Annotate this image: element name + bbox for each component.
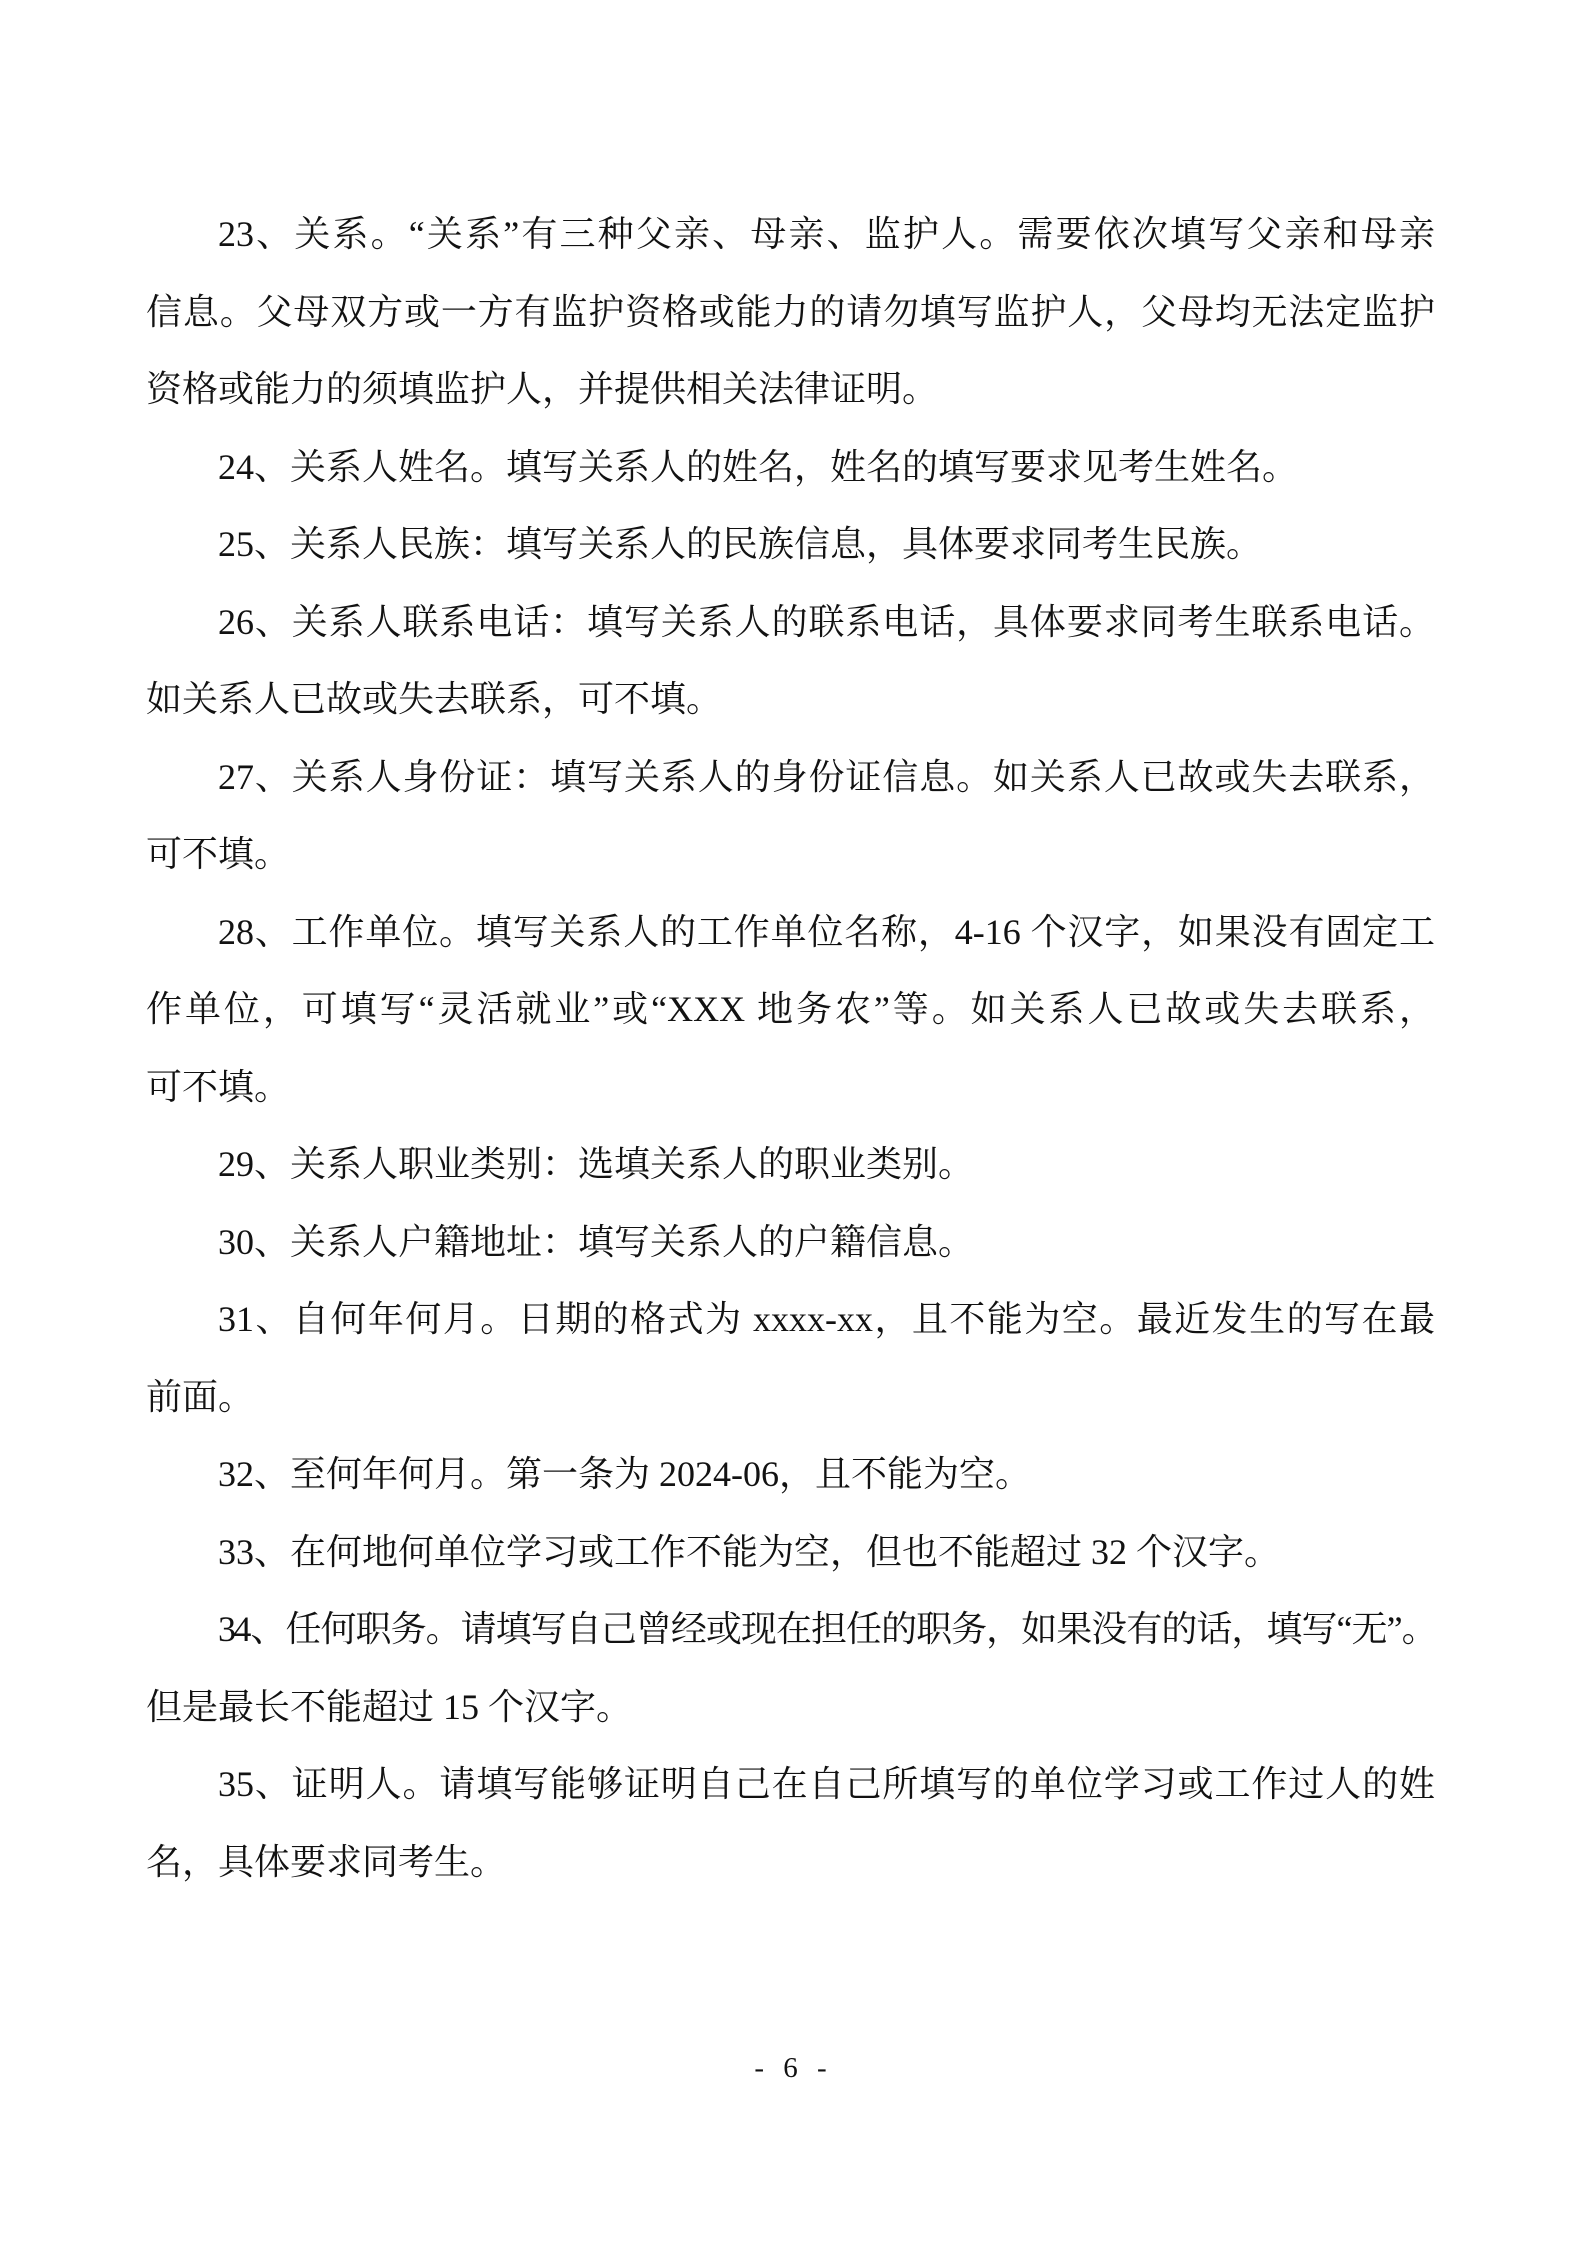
text-line: 28、工作单位。填写关系人的工作单位名称，4-16 个汉字，如果没有固定工 bbox=[218, 911, 1435, 952]
text-line: 如关系人已故或失去联系，可不填。 bbox=[146, 679, 723, 719]
text-line: 资格或能力的须填监护人，并提供相关法律证明。 bbox=[146, 369, 939, 409]
paragraph-item-26 bbox=[146, 584, 1435, 739]
text-line: 可不填。 bbox=[146, 834, 291, 874]
text-line: 32、至何年何月。第一条为 2024-06，且不能为空。 bbox=[218, 1454, 1031, 1494]
page-number: - 6 - bbox=[754, 2052, 833, 2084]
text-line: 25、关系人民族：填写关系人的民族信息，具体要求同考生民族。 bbox=[218, 524, 1263, 564]
text-line: 名，具体要求同考生。 bbox=[146, 1841, 507, 1882]
text-line: 可不填。 bbox=[146, 1066, 291, 1107]
paragraph-item-28 bbox=[146, 894, 1435, 1127]
paragraph-item-35 bbox=[146, 1746, 1435, 1901]
text-line: 24、关系人姓名。填写关系人的姓名，姓名的填写要求见考生姓名。 bbox=[218, 446, 1299, 487]
paragraph-item-29 bbox=[146, 1126, 1435, 1204]
paragraph-item-27 bbox=[146, 739, 1435, 894]
paragraph-item-25 bbox=[146, 506, 1435, 584]
text-line: 26、关系人联系电话：填写关系人的联系电话，具体要求同考生联系电话。 bbox=[218, 601, 1435, 642]
paragraph-item-33 bbox=[146, 1514, 1435, 1592]
paragraph-item-24 bbox=[146, 429, 1435, 507]
text-line: 但是最长不能超过 15 个汉字。 bbox=[146, 1686, 633, 1727]
paragraph-item-23 bbox=[146, 196, 1435, 429]
text-line: 前面。 bbox=[146, 1376, 255, 1417]
text-line: 29、关系人职业类别：选填关系人的职业类别。 bbox=[218, 1144, 975, 1184]
text-line: 作单位，可填写“灵活就业”或“XXX 地务农”等。如关系人已故或失去联系， bbox=[146, 989, 1435, 1029]
text-line: 33、在何地何单位学习或工作不能为空，但也不能超过 32 个汉字。 bbox=[218, 1531, 1281, 1572]
text-line: 信息。父母双方或一方有监护资格或能力的请勿填写监护人，父母均无法定监护 bbox=[146, 291, 1435, 332]
text-line: 30、关系人户籍地址：填写关系人的户籍信息。 bbox=[218, 1221, 975, 1262]
text-line: 27、关系人身份证：填写关系人的身份证信息。如关系人已故或失去联系， bbox=[218, 756, 1435, 797]
text-line: 23、关系。“关系”有三种父亲、母亲、监护人。需要依次填写父亲和母亲 bbox=[218, 214, 1435, 254]
paragraph-item-32 bbox=[146, 1436, 1435, 1514]
document-page bbox=[146, 196, 1435, 1901]
text-line: 35、证明人。请填写能够证明自己在自己所填写的单位学习或工作过人的姓 bbox=[218, 1764, 1435, 1804]
paragraph-item-34 bbox=[146, 1591, 1435, 1746]
text-line: 31、自何年何月。日期的格式为 xxxx-xx，且不能为空。最近发生的写在最 bbox=[218, 1299, 1435, 1339]
text-line: 34、任何职务。请填写自己曾经或现在担任的职务，如果没有的话，填写“无”。 bbox=[218, 1609, 1435, 1649]
paragraph-item-30 bbox=[146, 1204, 1435, 1282]
paragraph-item-31 bbox=[146, 1281, 1435, 1436]
